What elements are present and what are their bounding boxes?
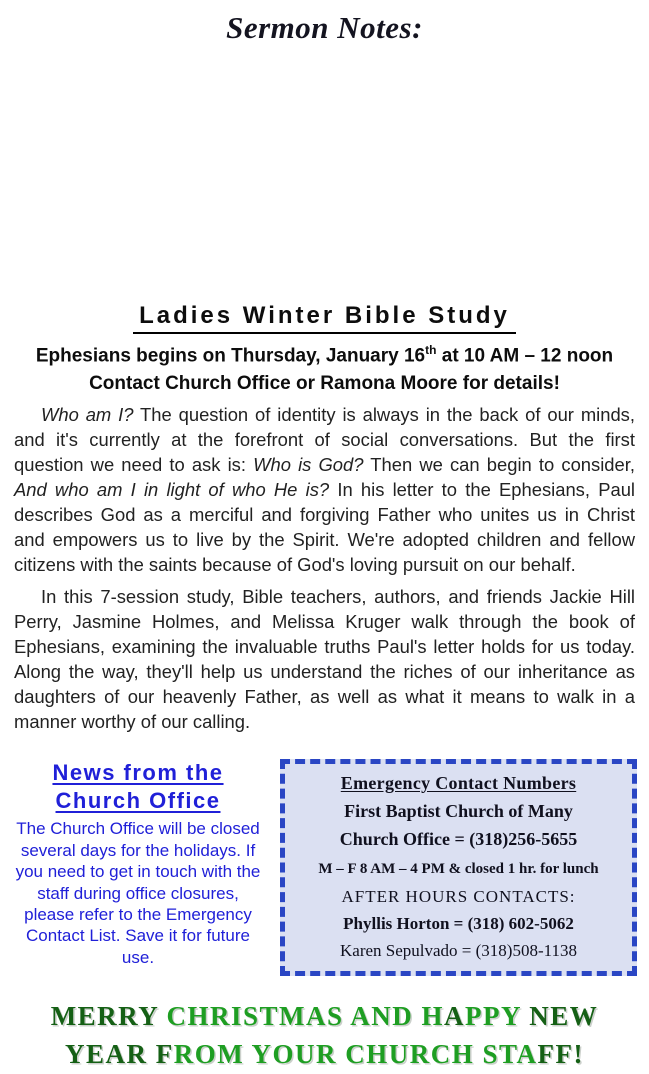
news-title-line1: News from the — [52, 760, 224, 786]
study-paragraph-2 — [14, 584, 635, 734]
bible-study-section — [0, 302, 649, 734]
church-office-phone-line: Church Office = (318)256-5655 — [339, 829, 578, 850]
after-hours-contact-1: Phyllis Horton = (318) 602-5062 — [343, 914, 574, 934]
church-office-news-section — [12, 759, 264, 968]
text-segment: YEAR F — [65, 1039, 174, 1070]
schedule-ordinal-suffix: th — [425, 343, 437, 357]
greeting-line2 — [0, 1035, 649, 1073]
emergency-contact-box — [280, 759, 637, 976]
text-segment: PPY — [465, 1001, 530, 1032]
after-hours-contact-2: Karen Sepulvado = (318)508-1138 — [340, 941, 577, 961]
bible-study-title-row — [14, 302, 635, 334]
church-name-line: First Baptist Church of Many — [344, 801, 573, 822]
text-segment: Who am I? — [41, 404, 134, 426]
news-title-line2: Church Office — [55, 788, 221, 814]
church-office-news-body: The Church Office will be closed several days for the holidays. If you need to get in touch with the staff during office closures, please refer to the Emergency Contact List. Save it for future use. — [15, 819, 261, 967]
office-hours-line: M – F 8 AM – 4 PM & closed 1 hr. for lunch — [318, 861, 599, 878]
church-office-news-title — [12, 759, 264, 815]
text-segment: CHRISTMAS AND — [166, 1001, 422, 1032]
text-segment: MERRY — [50, 1001, 167, 1032]
text-segment: Then we can begin to consider, — [363, 454, 635, 476]
text-segment: The question of identity is always in the back of our minds, and it's currently at the forefront of social conversations. But the first question we need to ask is: — [14, 404, 635, 476]
text-segment: In his letter to the Ephesians, Paul describes God as a merciful and forgiving Father who unites us in Christ and empowers us to live by the Spirit. We're adopted children and fellow citizens with the saints because of God's loving pursuit on our behalf. — [14, 479, 636, 576]
text-segment: ROM YOUR CHURCH STA — [173, 1039, 538, 1070]
bible-study-title: Ladies Winter Bible Study — [133, 302, 516, 334]
schedule-text-pre: Ephesians begins on Thursday, January 16 — [35, 345, 426, 367]
bottom-columns — [0, 759, 649, 976]
emergency-contacts-title: Emergency Contact Numbers — [340, 773, 577, 794]
text-segment: And who am I in light of who He is? — [14, 479, 330, 501]
greeting-line1 — [0, 997, 649, 1035]
text-segment: H — [421, 1001, 445, 1032]
after-hours-label: AFTER HOURS CONTACTS: — [341, 887, 576, 907]
christmas-greeting — [0, 997, 649, 1073]
sermon-notes-title: Sermon Notes: — [226, 10, 423, 45]
text-segment: In this 7-session study, Bible teachers, authors, and friends Jackie Hill Perry, Jasmine Holmes, and Melissa Kruger walk through the book of Ephesians, examining the invaluable truths Paul's letter holds for us today. Along the way, they'll help us understand the riches of our inheritance as daughters of our heavenly Father, as well as what it means to walk in a manner worthy of our calling. — [14, 586, 635, 733]
text-segment: A — [444, 1001, 466, 1032]
bible-study-schedule — [14, 339, 635, 367]
text-segment: NEW — [529, 1001, 599, 1032]
study-paragraph-1 — [14, 402, 635, 577]
text-segment: Who is God? — [253, 454, 364, 476]
schedule-text-post: at 10 AM – 12 noon — [436, 345, 614, 367]
bible-study-contact-line: Contact Church Office or Ramona Moore for details! — [89, 373, 560, 395]
text-segment: FF! — [537, 1039, 584, 1070]
